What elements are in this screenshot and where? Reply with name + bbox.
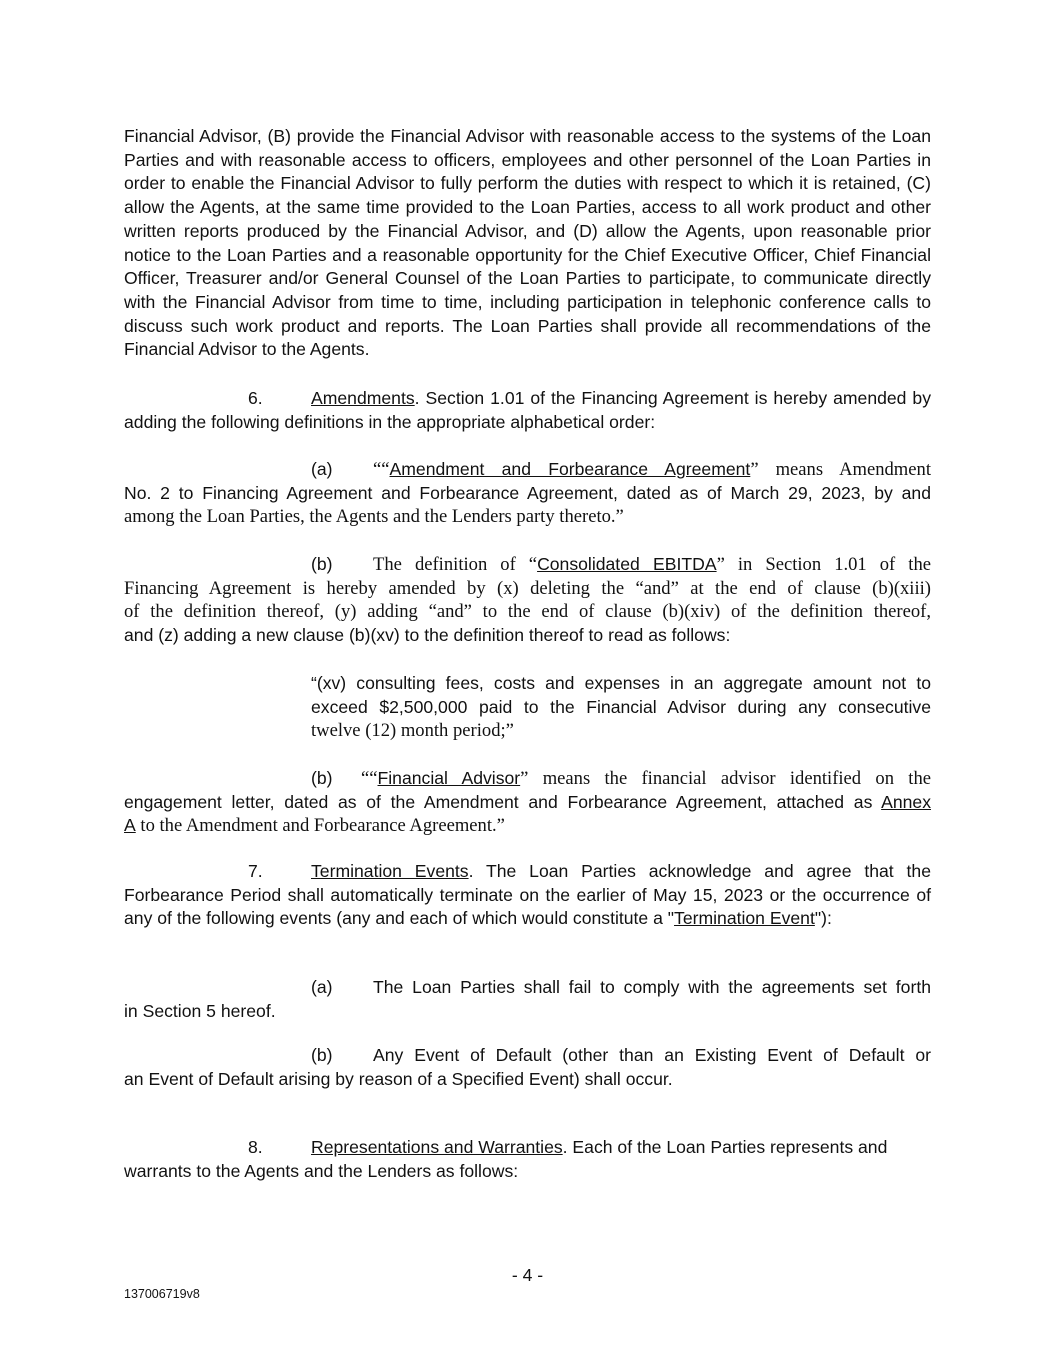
section-8-heading: Representations and Warranties (311, 1137, 563, 1157)
section-6-number: 6. (248, 388, 263, 408)
paragraph-intro: Financial Advisor, (B) provide the Financial Advisor with reasonable access to the systems of the Loan Parties and with reasonable access to officers, employees and other personnel of the Loan Parties in order to enable the Financial Advisor to fully perform the duties with respect to which it is retained, (C) allow the Agents, at the same time provided to the Loan Parties, access to all work product and other written reports produced by the Financial Advisor, and (D) allow the Agents, upon reasonable prior notice to the Loan Parties and a reasonable opportunity for the Chief Executive Officer, Chief Financial Officer, Treasurer and/or General Counsel of the Loan Parties to participate, to communicate directly with the Financial Advisor from time to time, including participation in telephonic conference calls to discuss such work product and reports. The Loan Parties shall provide all recommendations of the Financial Advisor to the Agents. (124, 126, 931, 360)
section-6-heading: Amendments (311, 388, 415, 408)
item-7b-label: (b) (311, 1045, 333, 1065)
termination-event-term: Termination Event (674, 908, 815, 929)
section-7-number: 7. (248, 861, 263, 881)
section-7: 7. Termination Events. The Loan Parties acknowledge and agree that the Forbearance Period shall automatically terminate on the earlier of May 15, 2023 or the occurrence of any of the following events (any and each of which would constitute a "Termination Event"): (124, 861, 931, 929)
item-7a-label: (a) (311, 977, 333, 997)
document-id: 137006719v8 (124, 1287, 200, 1301)
item-6b: (b) The definition of “Consolidated EBITDA” in Section 1.01 of the Financing Agreement is hereby amended by (x) deleting the “and” at the end of clause (b)(xiii) of the definition thereof, (y) adding “and” to the end of clause (b)(xiv) of the definition thereof, and (z) adding a new clause (b)(xv) to the definition thereof to read as follows: (124, 554, 932, 646)
item-6b-financial-advisor: (b) ““Financial Advisor” means the financial advisor identified on the engagement letter, dated as of the Amendment and Forbearance Agreement, attached as Annex A to the Amendment and Forbearance Agreement.” (124, 768, 931, 837)
item-7b: (b) Any Event of Default (other than an Existing Event of Default or an Event of Default arising by reason of a Specified Event) shall occur. (124, 1045, 931, 1089)
section-6 (124, 387, 931, 434)
section-7-heading: Termination Events (311, 861, 469, 881)
item-7a: (a) The Loan Parties shall fail to comply with the agreements set forth in Section 5 hereof. (124, 977, 931, 1021)
quoted-clause-xv: “(xv) consulting fees, costs and expenses in an aggregate amount not to exceed $2,500,000 paid to the Financial Advisor during any consecutive twelve (12) month period;” (311, 673, 931, 742)
item-6b2-label: (b) (311, 768, 333, 788)
item-6a-term: Amendment and Forbearance Agreement (389, 459, 751, 479)
annex-a-link: Annex (881, 791, 931, 812)
item-6b-term: Consolidated EBITDA (537, 554, 717, 574)
section-8: 8. Representations and Warranties. Each of the Loan Parties represents and warrants to the Agents and the Lenders as follows: (124, 1137, 888, 1181)
page-number: - 4 - (511, 1265, 544, 1285)
section-8-number: 8. (248, 1137, 263, 1157)
item-6a: (a) ““Amendment and Forbearance Agreement” means Amendment No. 2 to Financing Agreement and Forbearance Agreement, dated as of March 29, 2023, by and among the Loan Parties, the Agents and the Lenders party thereto.” (124, 459, 931, 528)
item-6a-label: (a) (311, 459, 333, 479)
item-6b-label: (b) (311, 554, 333, 574)
item-6b2-term: Financial Advisor (377, 768, 521, 788)
section-6-text: . Section 1.01 of the Financing Agreement is hereby amended by adding the following definitions in the appropriate alphabetical order: (124, 388, 931, 432)
